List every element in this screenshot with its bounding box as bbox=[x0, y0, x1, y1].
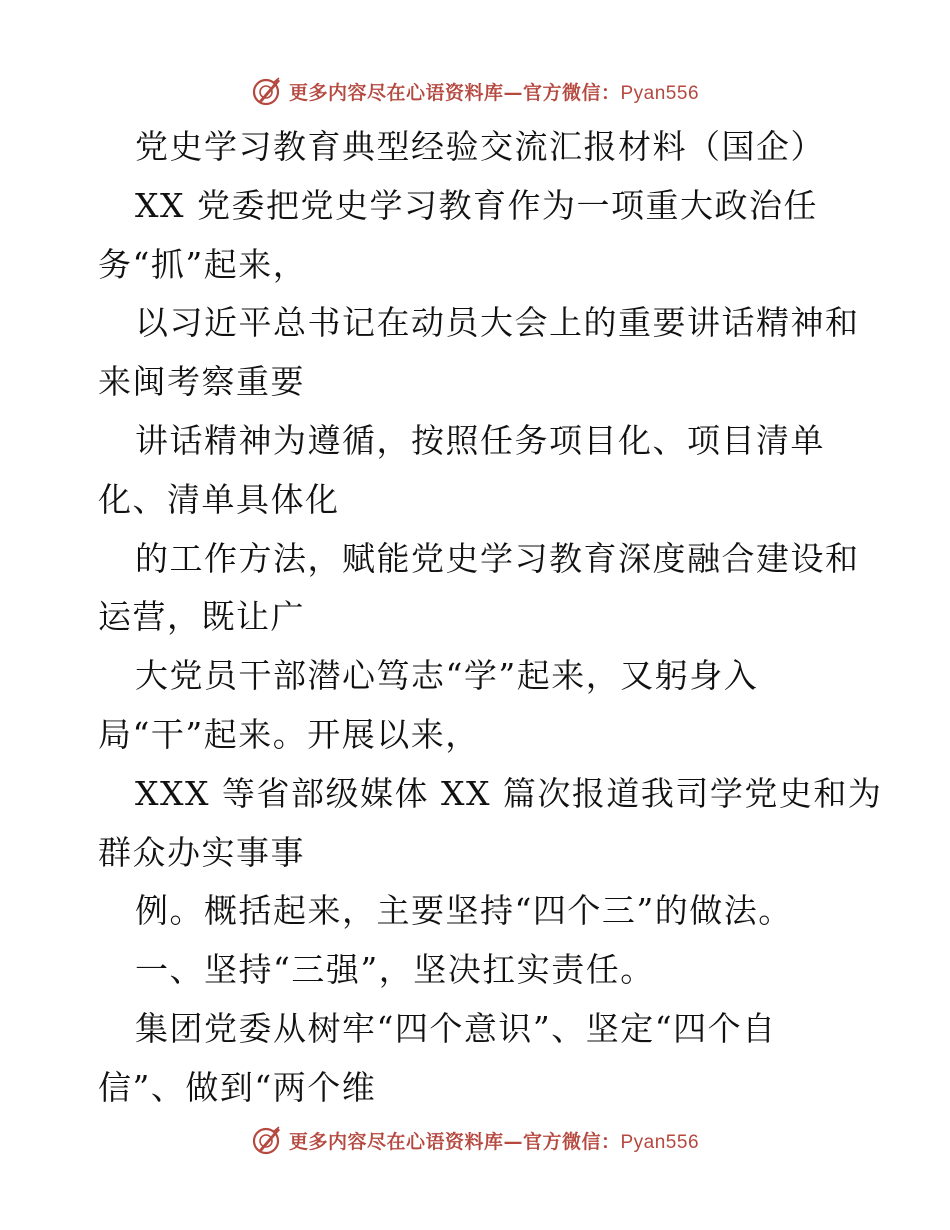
watermark-bottom bbox=[0, 1120, 950, 1160]
text-line: 信”、做到“两个维 bbox=[98, 1067, 377, 1107]
text-line: 的工作方法，赋能党史学习教育深度融合建设和 bbox=[135, 538, 860, 578]
quill-logo-icon bbox=[251, 75, 283, 107]
text-line: 党史学习教育典型经验交流汇报材料（国企） bbox=[135, 127, 825, 166]
text-line: 务“抓”起来， bbox=[98, 244, 308, 284]
text-line: 局“干”起来。开展以来， bbox=[98, 714, 480, 754]
text-line: 运营，既让广 bbox=[98, 597, 305, 637]
text-line: 来闽考察重要 bbox=[98, 362, 305, 402]
text-line: 以习近平总书记在动员大会上的重要讲话精神和 bbox=[135, 303, 860, 343]
document-body bbox=[98, 118, 883, 1118]
text-line: 讲话精神为遵循，按照任务项目化、项目清单 bbox=[135, 420, 825, 460]
quill-logo-icon bbox=[251, 1124, 283, 1156]
text-line: 集团党委从树牢“四个意识”、坚定“四个自 bbox=[135, 1008, 777, 1048]
text-line: XX 党委把党史学习教育作为一项重大政治任 bbox=[135, 185, 818, 225]
watermark-top bbox=[0, 71, 950, 111]
text-line: 化、清单具体化 bbox=[98, 479, 340, 519]
text-line: 大党员干部潜心笃志“学”起来，又躬身入 bbox=[135, 656, 759, 696]
text-line: 例。概括起来，主要坚持“四个三”的做法。 bbox=[135, 891, 793, 931]
text-line: 群众办实事事 bbox=[98, 832, 305, 872]
text-line: 一、坚持“三强”，坚决扛实责任。 bbox=[135, 950, 655, 990]
watermark-text: 更多内容尽在心语资料库—官方微信：Pyan556 bbox=[288, 81, 700, 104]
watermark-text: 更多内容尽在心语资料库—官方微信：Pyan556 bbox=[288, 1130, 700, 1153]
text-line: XXX 等省部级媒体 XX 篇次报道我司学党史和为 bbox=[135, 773, 883, 813]
